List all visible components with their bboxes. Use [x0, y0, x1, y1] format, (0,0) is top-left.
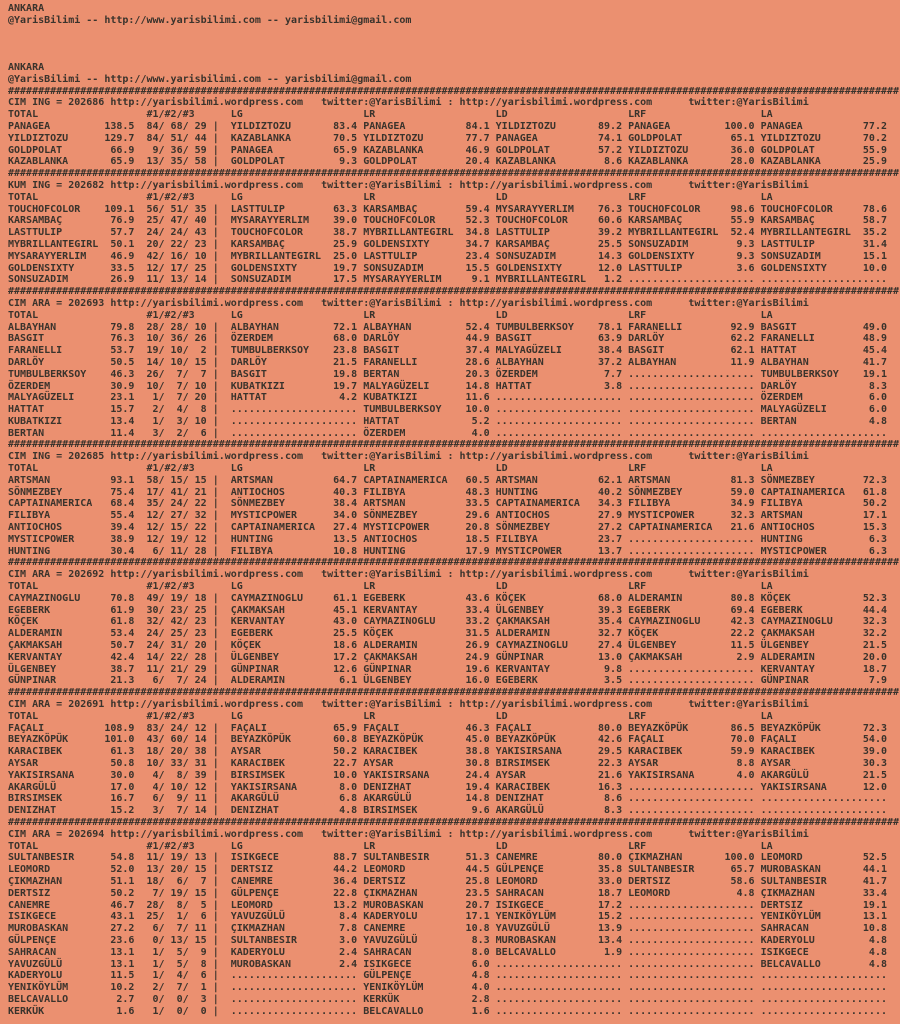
table-row: EGEBERK 61.9 30/ 23/ 25 | ÇAKMAKSAH 45.1 KERVANTAY 33.4 ÜLGENBEY 39.3 EGEBERK 69.4 EGEBERK 44.4	[8, 604, 887, 616]
race-block	[8, 687, 900, 817]
race-block	[8, 286, 900, 439]
block-title: CIM ING = 202686 http://yarisbilimi.wordpress.com twitter:@YarisBilimi : http://yarisbilimi.wordpress.com twitter:@YarisBilimi	[8, 97, 809, 109]
table-row: ÜLGENBEY 38.7 11/ 21/ 29 | GÜNPINAR 12.6 GÜNPINAR 19.6 KERVANTAY 9.8 ..................... KERVANTAY 18.7	[8, 663, 887, 675]
table-row: TOUCHOFCOLOR 109.1 56/ 51/ 35 | LASTTULIP 63.3 KARSAMBAÇ 59.4 MYSARAYYERLIM 76.3 TOUCHOFCOLOR 98.6 TOUCHOFCOLOR 78.6	[8, 203, 887, 215]
table-row: FILIBYA 55.4 12/ 27/ 32 | MYSTICPOWER 34.0 SÖNMEZBEY 29.6 ANTIOCHOS 27.9 MYSTICPOWER 32.3 ARTSMAN 17.1	[8, 510, 887, 522]
table-row: KAZABLANKA 65.9 13/ 35/ 58 | GOLDPOLAT 9.3 GOLDPOLAT 20.4 KAZABLANKA 8.6 KAZABLANKA 28.0 KAZABLANKA 25.9	[8, 156, 887, 168]
column-header: TOTAL #1/#2/#3 LG LR LD LRF LA	[8, 581, 773, 593]
table-row: ÇIKMAZHAN 51.1 18/ 6/ 7 | CANEMRE 36.4 DERTSIZ 25.8 LEOMORD 33.0 DERTSIZ 58.6 SULTANBESIR 41.7	[8, 875, 887, 887]
blank-line	[8, 38, 900, 50]
race-block	[8, 817, 900, 1018]
table-row: KADERYOLU 11.5 1/ 4/ 6 | ..................... GÜLPENÇE 4.8 ..................... ..................... .....................	[8, 970, 887, 982]
table-row: LEOMORD 52.0 13/ 20/ 15 | DERTSIZ 44.2 LEOMORD 44.5 GÜLPENÇE 35.8 SULTANBESIR 65.7 MUROBASKAN 44.1	[8, 864, 887, 876]
table-row: MYBRILLANTEGIRL 50.1 20/ 22/ 23 | KARSAMBAÇ 25.9 GOLDENSIXTY 34.7 KARSAMBAÇ 25.5 SONSUZADIM 9.3 LASTTULIP 31.4	[8, 238, 887, 250]
column-header: TOTAL #1/#2/#3 LG LR LD LRF LA	[8, 309, 773, 321]
contact-line: @YarisBilimi -- http://www.yarisbilimi.com -- yarisbilimi@gmail.com	[8, 14, 412, 26]
table-row: HUNTING 30.4 6/ 11/ 28 | FILIBYA 10.8 HUNTING 17.9 MYSTICPOWER 13.7 ..................... MYSTICPOWER 6.3	[8, 545, 887, 557]
table-row: DENIZHAT 15.2 3/ 7/ 14 | DENIZHAT 4.8 BIRSIMSEK 9.6 AKARGÜLÜ 8.3 ..................... .....................	[8, 805, 887, 817]
separator-line: ####################################################################################################################################################	[8, 85, 900, 97]
table-row: ISIKGECE 43.1 25/ 1/ 6 | YAVUZGÜLÜ 8.4 KADERYOLU 17.1 YENIKÖYLÜM 15.2 ..................... YENIKÖYLÜM 13.1	[8, 911, 887, 923]
table-row: SONSUZADIM 26.9 11/ 13/ 14 | SONSUZADIM 17.5 MYSARAYYERLIM 9.1 MYBRILLANTEGIRL 1.2 ..................... .....................	[8, 274, 887, 286]
report-header	[8, 3, 900, 86]
city-label: ANKARA	[8, 3, 45, 14]
table-row: YENIKÖYLÜM 10.2 2/ 7/ 1 | ..................... YENIKÖYLÜM 4.0 ..................... ..................... .....................	[8, 982, 887, 994]
table-row: AYSAR 50.8 10/ 33/ 31 | KARACIBEK 22.7 AYSAR 30.8 BIRSIMSEK 22.3 AYSAR 8.8 AYSAR 30.3	[8, 758, 887, 769]
separator-line: ####################################################################################################################################################	[8, 557, 900, 569]
column-header: TOTAL #1/#2/#3 LG LR LD LRF LA	[8, 191, 773, 203]
table-row: LASTTULIP 57.7 24/ 24/ 43 | TOUCHOFCOLOR 38.7 MYBRILLANTEGIRL 34.8 LASTTULIP 39.2 MYBRILLANTEGIRL 52.4 MYBRILLANTEGIRL 35.2	[8, 227, 887, 239]
table-row: GÜNPINAR 21.3 6/ 7/ 24 | ALDERAMIN 6.1 ÜLGENBEY 16.0 EGEBERK 3.5 ..................... GÜNPINAR 7.9	[8, 675, 887, 687]
column-header: TOTAL #1/#2/#3 LG LR LD LRF LA	[8, 710, 773, 722]
table-row: KERKÜK 1.6 1/ 0/ 0 | ..................... BELCAVALLO 1.6 ..................... ..................... .....................	[8, 1005, 887, 1017]
blank-line	[8, 27, 900, 39]
column-header: TOTAL #1/#2/#3 LG LR LD LRF LA	[8, 463, 773, 475]
separator-line: ####################################################################################################################################################	[8, 687, 900, 699]
table-row: CAYMAZINOGLU 70.8 49/ 19/ 18 | CAYMAZINOGLU 61.1 EGEBERK 43.6 KÖÇEK 68.0 ALDERAMIN 80.8 KÖÇEK 52.3	[8, 592, 887, 604]
table-row: YAKISIRSANA 30.0 4/ 8/ 39 | BIRSIMSEK 10.0 YAKISIRSANA 24.4 AYSAR 21.6 YAKISIRSANA 4.0 AKARGÜLÜ 21.5	[8, 769, 887, 781]
separator-line: ####################################################################################################################################################	[8, 286, 900, 298]
table-row: PANAGEA 138.5 84/ 68/ 29 | YILDIZTOZU 83.4 PANAGEA 84.1 YILDIZTOZU 89.2 PANAGEA 100.0 PANAGEA 77.2	[8, 120, 887, 132]
table-row: GOLDPOLAT 66.9 9/ 36/ 59 | PANAGEA 65.9 KAZABLANKA 46.9 GOLDPOLAT 57.2 YILDIZTOZU 36.0 GOLDPOLAT 55.9	[8, 144, 887, 156]
table-row: SULTANBESIR 54.8 11/ 19/ 13 | ISIKGECE 88.7 SULTANBESIR 51.3 CANEMRE 80.0 ÇIKMAZHAN 100.0 LEOMORD 52.5	[8, 852, 887, 864]
column-header: TOTAL #1/#2/#3 LG LR LD LRF LA	[8, 840, 773, 852]
table-row: FARANELLI 53.7 19/ 10/ 2 | TUMBULBERKSOY 23.8 BASGIT 37.4 MALYAGÜZELI 38.4 BASGIT 62.1 HATTAT 45.4	[8, 345, 887, 357]
table-row: BEYAZKÖPÜK 101.0 43/ 60/ 14 | BEYAZKÖPÜK 60.8 BEYAZKÖPÜK 45.0 BEYAZKÖPÜK 42.6 FAÇALI 70.0 FAÇALI 54.0	[8, 734, 887, 746]
race-block	[8, 168, 900, 286]
table-row: KUBATKIZI 13.4 1/ 3/ 10 | ..................... HATTAT 5.2 ..................... ..................... BERTAN 4.8	[8, 415, 887, 427]
race-blocks-container	[8, 86, 900, 1018]
race-block	[8, 557, 900, 687]
table-row: HATTAT 15.7 2/ 4/ 8 | ..................... TUMBULBERKSOY 10.0 ..................... ..................... MALYAGÜZELI 6.0	[8, 404, 887, 416]
table-row: KARACIBEK 61.3 18/ 20/ 38 | AYSAR 50.2 KARACIBEK 38.8 YAKISIRSANA 29.5 KARACIBEK 59.9 KARACIBEK 39.0	[8, 746, 887, 758]
block-title: CIM ARA = 202691 http://yarisbilimi.wordpress.com twitter:@YarisBilimi : http://yarisbilimi.wordpress.com twitter:@YarisBilimi	[8, 699, 809, 711]
table-row: MALYAGÜZELI 23.1 1/ 7/ 20 | HATTAT 4.2 KUBATKIZI 11.6 ..................... ..................... ÖZERDEM 6.0	[8, 392, 887, 404]
table-row: ALDERAMIN 53.4 24/ 25/ 23 | EGEBERK 25.5 KÖÇEK 31.5 ALDERAMIN 32.7 KÖÇEK 22.2 ÇAKMAKSAH 32.2	[8, 628, 887, 640]
table-row: ARTSMAN 93.1 58/ 15/ 15 | ARTSMAN 64.7 CAPTAINAMERICA 60.5 ARTSMAN 62.1 ARTSMAN 81.3 SÖNMEZBEY 72.3	[8, 474, 887, 486]
table-row: CAPTAINAMERICA 68.4 35/ 24/ 22 | SÖNMEZBEY 38.4 ARTSMAN 33.5 CAPTAINAMERICA 34.3 FILIBYA 34.9 FILIBYA 50.2	[8, 498, 887, 510]
block-title: CIM ARA = 202692 http://yarisbilimi.wordpress.com twitter:@YarisBilimi : http://yarisbilimi.wordpress.com twitter:@YarisBilimi	[8, 569, 809, 581]
contact-line: @YarisBilimi -- http://www.yarisbilimi.com -- yarisbilimi@gmail.com	[8, 73, 412, 85]
blank-line	[8, 50, 900, 62]
table-row: GÜLPENÇE 23.6 0/ 13/ 15 | SULTANBESIR 3.0 YAVUZGÜLÜ 8.3 MUROBASKAN 13.4 ..................... KADERYOLU 4.8	[8, 934, 887, 946]
table-row: YILDIZTOZU 129.7 84/ 51/ 44 | KAZABLANKA 70.5 YILDIZTOZU 77.7 PANAGEA 74.1 GOLDPOLAT 65.1 YILDIZTOZU 70.2	[8, 132, 887, 144]
table-row: SÖNMEZBEY 75.4 17/ 41/ 21 | ANTIOCHOS 40.3 FILIBYA 48.3 HUNTING 40.2 SÖNMEZBEY 59.0 CAPTAINAMERICA 61.8	[8, 486, 887, 498]
separator-line: ####################################################################################################################################################	[8, 439, 900, 451]
table-row: KÖÇEK 61.8 32/ 42/ 23 | KERVANTAY 43.0 CAYMAZINOGLU 33.2 ÇAKMAKSAH 35.4 CAYMAZINOGLU 42.3 CAYMAZINOGLU 32.3	[8, 616, 887, 628]
table-row: MYSTICPOWER 38.9 12/ 19/ 12 | HUNTING 13.5 ANTIOCHOS 18.5 FILIBYA 23.7 ..................... HUNTING 6.3	[8, 533, 887, 545]
race-block	[8, 86, 900, 169]
table-row: DARLÖY 50.5 14/ 10/ 15 | DARLÖY 21.5 FARANELLI 28.6 ALBAYHAN 37.2 ALBAYHAN 11.9 ALBAYHAN 41.7	[8, 356, 887, 368]
table-row: BASGIT 76.3 10/ 36/ 26 | ÖZERDEM 68.0 DARLÖY 44.9 BASGIT 63.9 DARLÖY 62.2 FARANELLI 48.9	[8, 333, 887, 345]
table-row: MUROBASKAN 27.2 6/ 7/ 11 | ÇIKMAZHAN 7.8 CANEMRE 10.8 YAVUZGÜLÜ 13.9 ..................... SAHRACAN 10.8	[8, 923, 887, 935]
block-title: CIM ARA = 202694 http://yarisbilimi.wordpress.com twitter:@YarisBilimi : http://yarisbilimi.wordpress.com twitter:@YarisBilimi	[8, 828, 809, 840]
table-row: MYSARAYYERLIM 46.9 42/ 16/ 10 | MYBRILLANTEGIRL 25.0 LASTTULIP 23.4 SONSUZADIM 14.3 GOLDENSIXTY 9.3 SONSUZADIM 15.1	[8, 250, 887, 262]
table-row: KARSAMBAÇ 76.9 25/ 47/ 40 | MYSARAYYERLIM 39.0 TOUCHOFCOLOR 52.3 TOUCHOFCOLOR 60.6 KARSAMBAÇ 55.9 KARSAMBAÇ 58.7	[8, 215, 887, 227]
separator-line: ####################################################################################################################################################	[8, 816, 900, 828]
table-row: AKARGÜLÜ 17.0 4/ 10/ 12 | YAKISIRSANA 8.0 DENIZHAT 19.4 KARACIBEK 16.3 ..................... YAKISIRSANA 12.0	[8, 781, 887, 793]
table-row: BIRSIMSEK 16.7 6/ 9/ 11 | AKARGÜLÜ 6.8 AKARGÜLÜ 14.8 DENIZHAT 8.6 ..................... .....................	[8, 793, 887, 805]
table-row: ÇAKMAKSAH 50.7 24/ 31/ 20 | KÖÇEK 18.6 ALDERAMIN 26.9 CAYMAZINOGLU 27.4 ÜLGENBEY 11.5 ÜLGENBEY 21.5	[8, 640, 887, 652]
table-row: GOLDENSIXTY 33.5 12/ 17/ 25 | GOLDENSIXTY 19.7 SONSUZADIM 15.5 GOLDENSIXTY 12.0 LASTTULIP 3.6 GOLDENSIXTY 10.0	[8, 262, 887, 274]
block-title: KUM ING = 202682 http://yarisbilimi.wordpress.com twitter:@YarisBilimi : http://yarisbilimi.wordpress.com twitter:@YarisBilimi	[8, 179, 809, 191]
table-row: BELCAVALLO 2.7 0/ 0/ 3 | ..................... KERKÜK 2.8 ..................... ..................... .....................	[8, 993, 887, 1005]
block-title: CIM ING = 202685 http://yarisbilimi.wordpress.com twitter:@YarisBilimi : http://yarisbilimi.wordpress.com twitter:@YarisBilimi	[8, 451, 809, 463]
table-row: ÖZERDEM 30.9 10/ 7/ 10 | KUBATKIZI 19.7 MALYAGÜZELI 14.8 HATTAT 3.8 ..................... DARLÖY 8.3	[8, 380, 887, 392]
race-block	[8, 439, 900, 557]
table-row: CANEMRE 46.7 28/ 8/ 5 | LEOMORD 13.2 MUROBASKAN 20.7 ISIKGECE 17.2 ..................... DERTSIZ 19.1	[8, 899, 887, 911]
city-label: ANKARA	[8, 61, 45, 73]
column-header: TOTAL #1/#2/#3 LG LR LD LRF LA	[8, 109, 773, 121]
table-row: KERVANTAY 42.4 14/ 22/ 28 | ÜLGENBEY 17.2 ÇAKMAKSAH 24.9 GÜNPINAR 13.0 ÇAKMAKSAH 2.9 ALDERAMIN 20.0	[8, 651, 887, 663]
table-row: ALBAYHAN 79.8 28/ 28/ 10 | ALBAYHAN 72.1 ALBAYHAN 52.4 TUMBULBERKSOY 78.1 FARANELLI 92.9 BASGIT 49.0	[8, 321, 887, 333]
block-title: CIM ARA = 202693 http://yarisbilimi.wordpress.com twitter:@YarisBilimi : http://yarisbilimi.wordpress.com twitter:@YarisBilimi	[8, 297, 809, 309]
table-row: FAÇALI 108.9 83/ 24/ 12 | FAÇALI 65.9 FAÇALI 46.3 FAÇALI 80.0 BEYAZKÖPÜK 86.5 BEYAZKÖPÜK 72.3	[8, 722, 887, 734]
table-row: SAHRACAN 13.1 1/ 5/ 9 | KADERYOLU 2.4 SAHRACAN 8.0 BELCAVALLO 1.9 ..................... ISIKGECE 4.8	[8, 946, 887, 958]
table-row: YAVUZGÜLÜ 13.1 1/ 5/ 8 | MUROBASKAN 2.4 ISIKGECE 6.0 ..................... ..................... BELCAVALLO 4.8	[8, 958, 887, 970]
table-row: BERTAN 11.4 3/ 2/ 6 | ..................... ÖZERDEM 4.0 ..................... ..................... .....................	[8, 427, 887, 439]
table-row: TUMBULBERKSOY 46.3 26/ 7/ 7 | BASGIT 19.8 BERTAN 20.3 ÖZERDEM 7.7 ..................... TUMBULBERKSOY 19.1	[8, 368, 887, 380]
table-row: DERTSIZ 50.2 7/ 19/ 15 | GÜLPENÇE 22.8 ÇIKMAZHAN 23.5 SAHRACAN 18.7 LEOMORD 4.8 ÇIKMAZHAN 33.4	[8, 887, 887, 899]
table-row: ANTIOCHOS 39.4 12/ 15/ 22 | CAPTAINAMERICA 27.4 MYSTICPOWER 20.8 SÖNMEZBEY 27.2 CAPTAINAMERICA 21.6 ANTIOCHOS 15.3	[8, 522, 887, 534]
separator-line: ####################################################################################################################################################	[8, 168, 900, 180]
